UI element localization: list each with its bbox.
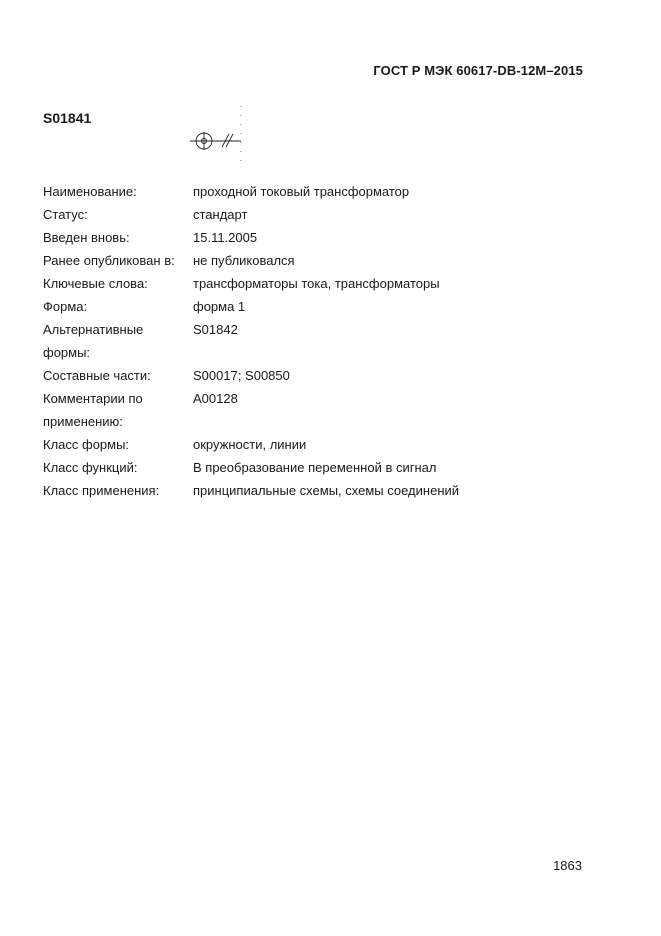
property-label: Класс формы: [43, 437, 130, 452]
property-row-previously-published [43, 249, 603, 272]
property-label: Составные части: [43, 368, 151, 383]
property-label: Ранее опубликован в: [43, 253, 175, 268]
property-row-name [43, 180, 603, 203]
property-row-alternative-forms [43, 318, 603, 364]
property-row-application-notes [43, 387, 603, 433]
property-value: В преобразование переменной в сигнал [193, 460, 437, 475]
property-value: форма 1 [193, 299, 246, 314]
property-label: Форма: [43, 299, 88, 314]
property-row-keywords [43, 272, 603, 295]
standard-designation: ГОСТ Р МЭК 60617-DB-12M–2015 [373, 63, 583, 78]
symbol-code: S01841 [43, 110, 92, 126]
property-value: не публиковался [193, 253, 295, 268]
transformer-symbol-icon [190, 104, 250, 164]
property-row-shape-class [43, 433, 603, 456]
property-value: стандарт [193, 207, 248, 222]
property-value: трансформаторы тока, трансформаторы [193, 276, 440, 291]
property-label: Наименование: [43, 184, 137, 199]
property-row-components [43, 364, 603, 387]
property-label: Введен вновь: [43, 230, 130, 245]
property-label: Класс функций: [43, 460, 138, 475]
property-row-introduced [43, 226, 603, 249]
property-value: S01842 [193, 322, 238, 337]
property-value: A00128 [193, 391, 238, 406]
property-label: Альтернативные формы: [43, 322, 144, 360]
property-row-status [43, 203, 603, 226]
property-value: принципиальные схемы, схемы соединений [193, 483, 460, 498]
property-value: S00017; S00850 [193, 368, 290, 383]
properties-table [43, 180, 603, 502]
property-label: Ключевые слова: [43, 276, 148, 291]
property-value: окружности, линии [193, 437, 307, 452]
property-row-function-class [43, 456, 603, 479]
page-number: 1863 [553, 858, 582, 873]
property-label: Класс применения: [43, 483, 160, 498]
property-label: Комментарии по применению: [43, 391, 143, 429]
property-label: Статус: [43, 207, 88, 222]
property-value: проходной токовый трансформатор [193, 184, 410, 199]
property-row-application-class [43, 479, 603, 502]
property-row-form [43, 295, 603, 318]
property-value: 15.11.2005 [193, 230, 258, 245]
